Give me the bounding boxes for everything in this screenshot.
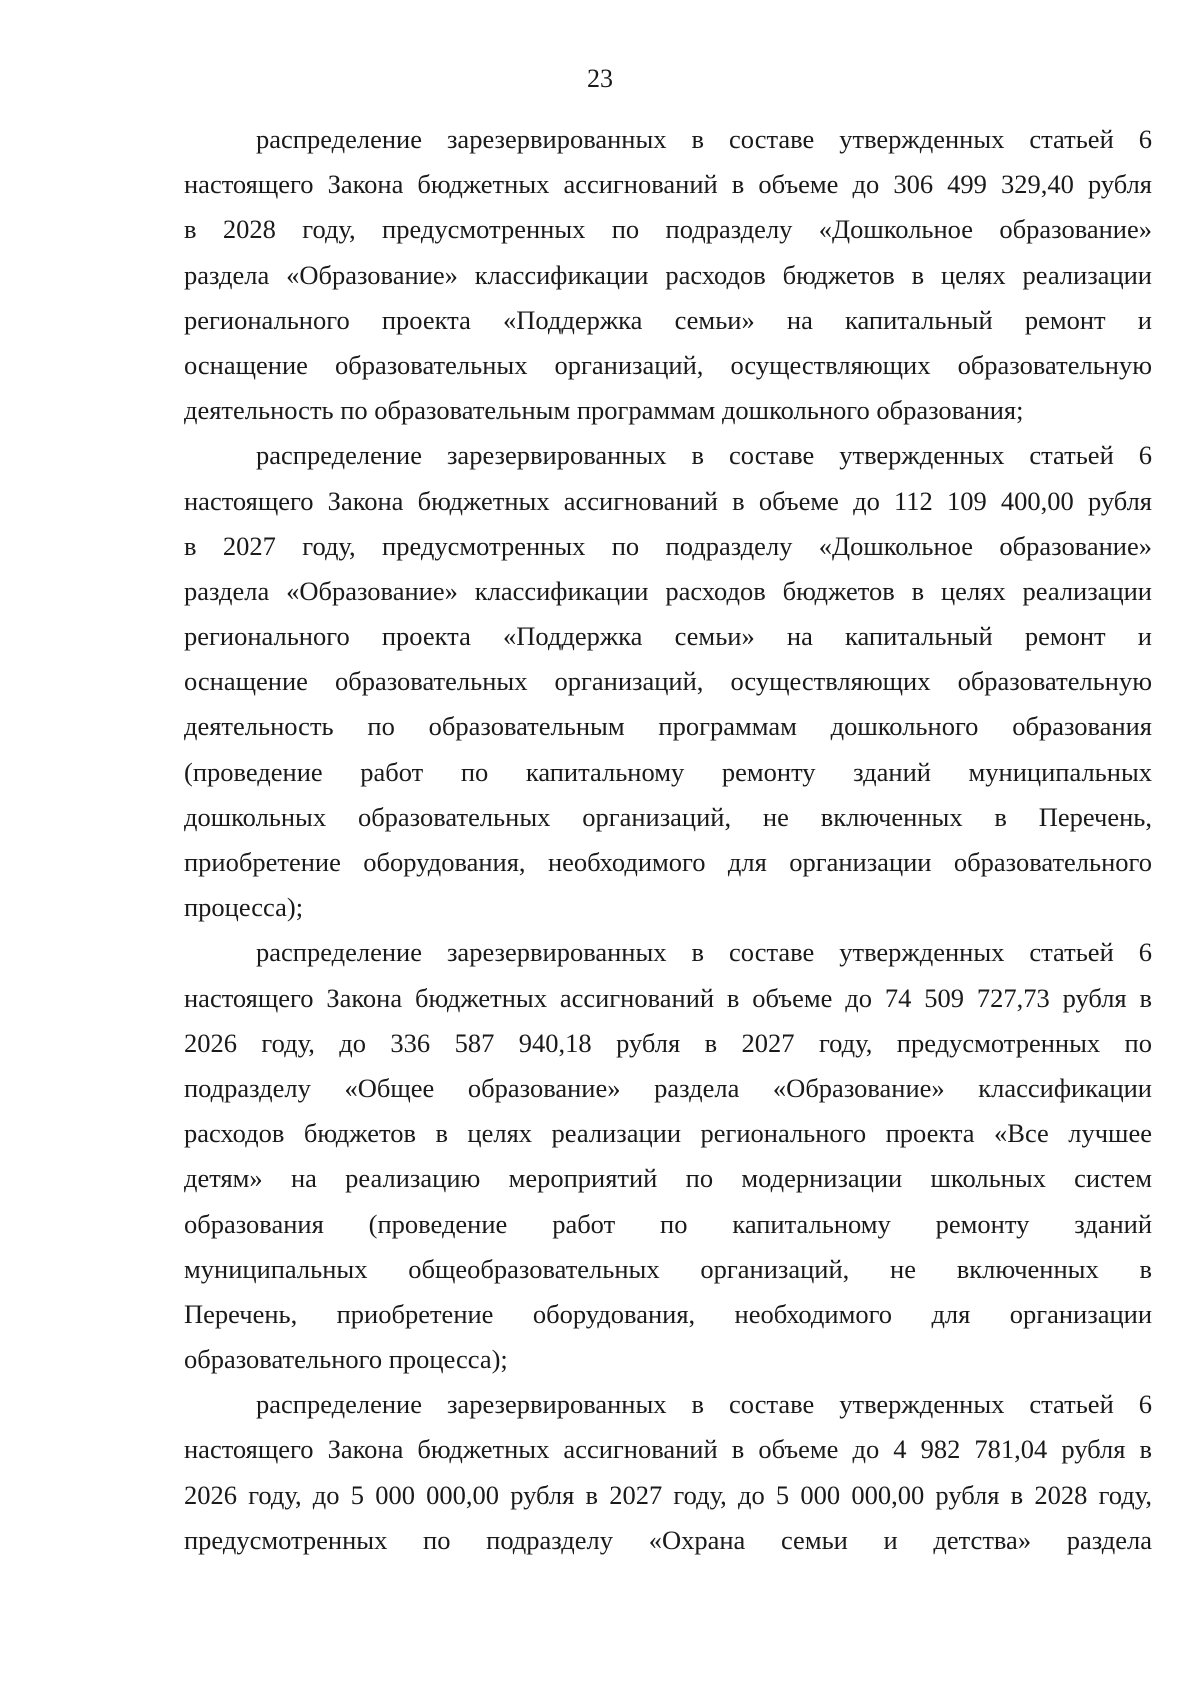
- paragraph-line: предусмотренных по подразделу «Охрана семьи и детства» раздела: [184, 1524, 1152, 1555]
- paragraph-2: [184, 433, 1152, 930]
- paragraph-line: настоящего Закона бюджетных ассигнований в объеме до 112 109 400,00 рубля: [184, 485, 1152, 516]
- paragraph-line: приобретение оборудования, необходимого для организации образовательного: [184, 847, 1152, 877]
- paragraph-line: настоящего Закона бюджетных ассигнований в объеме до 4 982 781,04 рубля в: [184, 1434, 1152, 1465]
- paragraph-4: [184, 1382, 1152, 1563]
- paragraph-line: раздела «Образование» классификации расходов бюджетов в целях реализации: [184, 259, 1152, 290]
- paragraph-line: процесса);: [184, 892, 304, 923]
- paragraph-line: 2026 году, до 5 000 000,00 рубля в 2027 году, до 5 000 000,00 рубля в 2028 году,: [184, 1479, 1152, 1510]
- paragraph-line: дошкольных образовательных организаций, не включенных в Перечень,: [184, 801, 1152, 832]
- paragraph-line: настоящего Закона бюджетных ассигнований в объеме до 74 509 727,73 рубля в: [184, 982, 1152, 1013]
- paragraph-line: (проведение работ по капитальному ремонту зданий муниципальных: [184, 756, 1152, 787]
- paragraph-line: в 2027 году, предусмотренных по подразделу «Дошкольное образование»: [184, 530, 1152, 561]
- paragraph-line: деятельность по образовательным программам дошкольного образования: [184, 711, 1152, 742]
- paragraph-line: регионального проекта «Поддержка семьи» на капитальный ремонт и: [184, 621, 1152, 652]
- page-number: 23: [587, 64, 613, 93]
- paragraph-line: образовательного процесса);: [184, 1344, 508, 1375]
- paragraph-3: [184, 930, 1152, 1382]
- paragraph-line: распределение зарезервированных в составе утвержденных статьей 6: [256, 937, 1152, 968]
- paragraph-line: детям» на реализацию мероприятий по модернизации школьных систем: [184, 1163, 1152, 1194]
- paragraph-line: раздела «Образование» классификации расходов бюджетов в целях реализации: [184, 575, 1152, 606]
- paragraph-line: настоящего Закона бюджетных ассигнований в объеме до 306 499 329,40 рубля: [184, 169, 1152, 200]
- paragraph-line: 2026 году, до 336 587 940,18 рубля в 2027 году, предусмотренных по: [184, 1027, 1152, 1058]
- paragraph-line: распределение зарезервированных в составе утвержденных статьей 6: [256, 124, 1152, 154]
- document-body: [184, 117, 1152, 1563]
- paragraph-line: распределение зарезервированных в составе утвержденных статьей 6: [256, 1389, 1152, 1420]
- paragraph-line: распределение зарезервированных в составе утвержденных статьей 6: [256, 440, 1152, 471]
- paragraph-line: оснащение образовательных организаций, осуществляющих образовательную: [184, 666, 1152, 697]
- paragraph-line: в 2028 году, предусмотренных по подразделу «Дошкольное образование»: [184, 214, 1152, 245]
- paragraph-line: Перечень, приобретение оборудования, необходимого для организации: [184, 1298, 1152, 1329]
- paragraph-line: деятельность по образовательным программам дошкольного образования;: [184, 395, 1024, 426]
- paragraph-1: [184, 117, 1152, 433]
- paragraph-line: регионального проекта «Поддержка семьи» на капитальный ремонт и: [184, 304, 1152, 335]
- paragraph-line: расходов бюджетов в целях реализации регионального проекта «Все лучшее: [184, 1118, 1152, 1149]
- paragraph-line: оснащение образовательных организаций, осуществляющих образовательную: [184, 349, 1152, 380]
- paragraph-line: муниципальных общеобразовательных организаций, не включенных в: [184, 1253, 1152, 1284]
- paragraph-line: подразделу «Общее образование» раздела «Образование» классификации: [184, 1072, 1152, 1103]
- paragraph-line: образования (проведение работ по капитальному ремонту зданий: [184, 1208, 1152, 1239]
